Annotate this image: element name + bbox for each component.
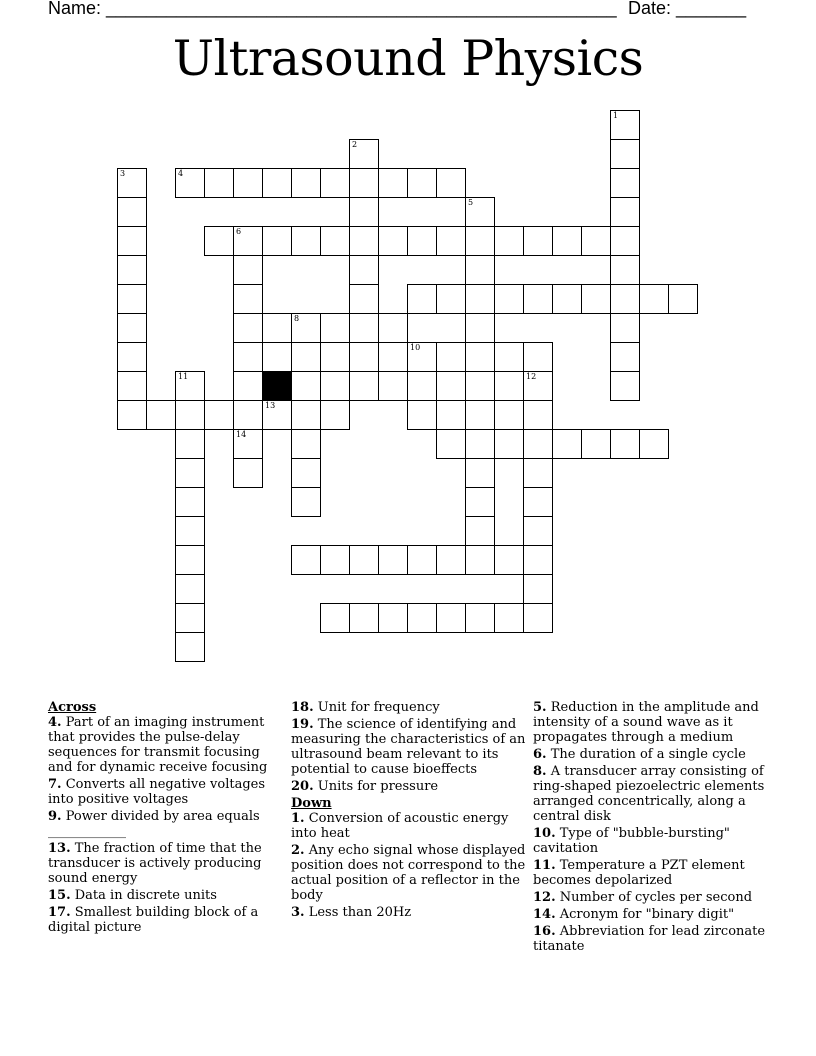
clue-text: The science of identifying and measuring the characteristics of an ultrasound beam relevant to its potential to cause bioeffects (291, 717, 526, 777)
clue-text: Unit for frequency (313, 700, 440, 715)
grid-cell[interactable] (175, 429, 205, 459)
clue-text: Acronym for "binary digit" (555, 907, 735, 922)
grid-cell[interactable] (349, 545, 379, 575)
grid-cell[interactable] (610, 139, 640, 169)
grid-cell[interactable] (233, 342, 263, 372)
clue-item (291, 811, 526, 841)
clue-item (48, 777, 283, 807)
grid-cell[interactable] (378, 313, 408, 343)
grid-cell[interactable] (436, 603, 466, 633)
grid-cell[interactable] (523, 574, 553, 604)
clue-text: Part of an imaging instrument that provides the pulse-delay sequences for transmit focusing and for dynamic receive focusing (48, 715, 268, 775)
grid-cell[interactable] (175, 458, 205, 488)
grid-cell[interactable] (465, 458, 495, 488)
grid-cell[interactable] (320, 226, 350, 256)
grid-cell[interactable] (175, 487, 205, 517)
grid-cell[interactable] (117, 255, 147, 285)
grid-cell[interactable] (291, 545, 321, 575)
grid-cell[interactable] (349, 139, 379, 169)
date-label: Date: (628, 0, 672, 18)
grid-cell[interactable] (465, 400, 495, 430)
page-title: Ultrasound Physics (172, 30, 644, 87)
grid-cell[interactable] (291, 226, 321, 256)
grid-cell[interactable] (320, 371, 350, 401)
grid-cell[interactable] (465, 516, 495, 546)
grid-cell[interactable] (175, 400, 205, 430)
grid-cell[interactable] (407, 168, 437, 198)
grid-cell[interactable] (378, 603, 408, 633)
grid-cell[interactable] (146, 400, 176, 430)
grid-cell[interactable] (117, 313, 147, 343)
grid-cell[interactable] (465, 313, 495, 343)
grid-cell[interactable] (175, 516, 205, 546)
grid-cell[interactable] (610, 342, 640, 372)
grid-cell[interactable] (581, 429, 611, 459)
grid-cell[interactable] (436, 400, 466, 430)
clue-text: Number of cycles per second (555, 890, 753, 905)
grid-cell[interactable] (465, 284, 495, 314)
grid-cell[interactable] (523, 458, 553, 488)
grid-cell[interactable] (639, 429, 669, 459)
clue-item (48, 888, 283, 903)
grid-cell[interactable] (320, 603, 350, 633)
grid-cell[interactable] (320, 168, 350, 198)
grid-cell[interactable] (436, 342, 466, 372)
name-label: Name: (48, 0, 102, 18)
grid-cell[interactable] (117, 371, 147, 401)
grid-cell[interactable] (465, 255, 495, 285)
grid-cell[interactable] (552, 226, 582, 256)
grid-cell[interactable] (494, 545, 524, 575)
grid-cell[interactable] (581, 284, 611, 314)
grid-cell[interactable] (494, 371, 524, 401)
clue-number-label: 6. (533, 747, 547, 762)
clue-item (48, 715, 283, 775)
clue-number-label: 2. (291, 843, 305, 858)
clue-item (291, 905, 526, 920)
clue-number: 6 (236, 227, 242, 236)
across-clue-list (48, 715, 283, 935)
grid-cell[interactable] (610, 313, 640, 343)
grid-cell[interactable] (610, 197, 640, 227)
grid-cell[interactable] (378, 226, 408, 256)
clue-number-label: 10. (533, 826, 556, 841)
grid-cell[interactable] (291, 168, 321, 198)
clue-number-label: 3. (291, 905, 305, 920)
grid-cell[interactable] (581, 226, 611, 256)
grid-cell[interactable] (117, 197, 147, 227)
clue-text: Converts all negative voltages into positive voltages (48, 777, 266, 807)
grid-cell[interactable] (436, 284, 466, 314)
clue-item (291, 779, 526, 794)
clue-number: 4 (178, 169, 184, 178)
date-blank[interactable]: _______ (676, 0, 747, 18)
grid-cell[interactable] (204, 226, 234, 256)
grid-cell[interactable] (291, 313, 321, 343)
across-clue-list-continued (291, 700, 526, 794)
grid-cell[interactable] (523, 284, 553, 314)
grid-cell[interactable] (668, 284, 698, 314)
grid-cell[interactable] (494, 429, 524, 459)
grid-cell[interactable] (494, 342, 524, 372)
grid-cell[interactable] (465, 487, 495, 517)
grid-cell[interactable] (407, 342, 437, 372)
clue-number: 5 (468, 198, 474, 207)
clue-item (533, 826, 771, 856)
clue-text: Any echo signal whose displayed position does not correspond to the actual position of a reflector in the body (291, 843, 526, 903)
clue-number-label: 1. (291, 811, 305, 826)
clue-number: 13 (265, 401, 276, 410)
clue-column-3 (533, 700, 771, 956)
grid-cell[interactable] (349, 284, 379, 314)
clue-text: Abbreviation for lead zirconate titanate (533, 924, 766, 954)
clue-item (533, 907, 771, 922)
clue-text: Smallest building block of a digital picture (48, 905, 259, 935)
grid-cell[interactable] (494, 603, 524, 633)
clue-item (48, 841, 283, 886)
grid-cell[interactable] (465, 197, 495, 227)
clue-number: 10 (410, 343, 421, 352)
clue-number-label: 4. (48, 715, 62, 730)
clue-text: Type of "bubble-bursting" cavitation (533, 826, 730, 856)
grid-cell[interactable] (436, 371, 466, 401)
grid-cell[interactable] (610, 226, 640, 256)
grid-cell[interactable] (436, 545, 466, 575)
grid-cell[interactable] (320, 342, 350, 372)
grid-cell[interactable] (291, 400, 321, 430)
clue-text: The duration of a single cycle (546, 747, 746, 762)
grid-cell[interactable] (465, 342, 495, 372)
grid-cell[interactable] (204, 168, 234, 198)
grid-cell[interactable] (494, 226, 524, 256)
grid-cell[interactable] (175, 603, 205, 633)
grid-cell[interactable] (407, 545, 437, 575)
grid-cell[interactable] (262, 168, 292, 198)
grid-cell[interactable] (407, 400, 437, 430)
clue-text: A transducer array consisting of ring-shaped piezoelectric elements arranged concentrically, along a central disk (533, 764, 765, 824)
grid-cell[interactable] (233, 429, 263, 459)
grid-cell[interactable] (291, 458, 321, 488)
clue-number: 14 (236, 430, 247, 439)
grid-cell[interactable] (320, 545, 350, 575)
down-clue-list-continued (533, 700, 771, 954)
clue-item (48, 905, 283, 935)
clue-number-label: 13. (48, 841, 71, 856)
grid-cell[interactable] (291, 429, 321, 459)
clue-number-label: 15. (48, 888, 71, 903)
clue-number-label: 20. (291, 779, 314, 794)
clue-number-label: 11. (533, 858, 556, 873)
grid-cell[interactable] (291, 487, 321, 517)
grid-cell[interactable] (320, 313, 350, 343)
clue-item (533, 890, 771, 905)
clue-column-2 (291, 700, 526, 922)
grid-cell[interactable] (349, 371, 379, 401)
grid-cell[interactable] (378, 168, 408, 198)
down-heading: Down (291, 796, 332, 811)
grid-cell[interactable] (465, 545, 495, 575)
down-clue-list (291, 811, 526, 920)
grid-cell[interactable] (233, 313, 263, 343)
clue-number-label: 5. (533, 700, 547, 715)
grid-cell[interactable] (233, 371, 263, 401)
clue-text: Temperature a PZT element becomes depolarized (533, 858, 745, 888)
grid-cell[interactable] (175, 168, 205, 198)
grid-cell[interactable] (407, 226, 437, 256)
grid-cell[interactable] (407, 371, 437, 401)
clue-number-label: 14. (533, 907, 556, 922)
grid-cell[interactable] (233, 255, 263, 285)
grid-cell[interactable] (523, 487, 553, 517)
grid-cell[interactable] (262, 400, 292, 430)
grid-cell[interactable] (639, 284, 669, 314)
grid-cell[interactable] (465, 371, 495, 401)
grid-cell[interactable] (349, 168, 379, 198)
clue-text: Less than 20Hz (304, 905, 412, 920)
clue-item (291, 700, 526, 715)
clue-number-label: 9. (48, 809, 62, 824)
grid-cell[interactable] (378, 342, 408, 372)
clue-item (291, 843, 526, 903)
grid-cell[interactable] (436, 226, 466, 256)
clue-item (48, 809, 283, 839)
grid-cell[interactable] (523, 226, 553, 256)
grid-cell[interactable] (117, 168, 147, 198)
clue-item (533, 924, 771, 954)
grid-cell[interactable] (262, 313, 292, 343)
grid-cell[interactable] (610, 110, 640, 140)
clue-number-label: 16. (533, 924, 556, 939)
grid-cell[interactable] (291, 342, 321, 372)
clue-text: Power divided by area equals ____________ (48, 809, 260, 839)
clue-number: 11 (178, 372, 189, 381)
grid-cell[interactable] (175, 574, 205, 604)
grid-cell[interactable] (175, 371, 205, 401)
grid-cell[interactable] (349, 255, 379, 285)
clue-number: 8 (294, 314, 300, 323)
grid-cell[interactable] (291, 371, 321, 401)
grid-cell[interactable] (117, 342, 147, 372)
grid-cell[interactable] (349, 226, 379, 256)
grid-block (262, 371, 292, 401)
grid-cell[interactable] (407, 284, 437, 314)
clue-number: 12 (526, 372, 537, 381)
grid-cell[interactable] (523, 603, 553, 633)
grid-cell[interactable] (610, 255, 640, 285)
grid-cell[interactable] (523, 516, 553, 546)
grid-cell[interactable] (610, 284, 640, 314)
clue-number-label: 12. (533, 890, 556, 905)
clue-number-label: 8. (533, 764, 547, 779)
grid-cell[interactable] (117, 226, 147, 256)
across-heading: Across (48, 700, 97, 715)
grid-cell[interactable] (175, 632, 205, 662)
clue-text: Units for pressure (313, 779, 439, 794)
grid-cell[interactable] (523, 429, 553, 459)
grid-cell[interactable] (465, 429, 495, 459)
clue-text: The fraction of time that the transducer is actively producing sound energy (48, 841, 262, 886)
name-blank[interactable]: ___________________________________________________ (106, 0, 617, 18)
grid-cell[interactable] (117, 400, 147, 430)
grid-cell[interactable] (523, 545, 553, 575)
grid-cell[interactable] (175, 545, 205, 575)
clue-number-label: 17. (48, 905, 71, 920)
grid-cell[interactable] (494, 284, 524, 314)
clue-number-label: 19. (291, 717, 314, 732)
clue-column-1 (48, 700, 283, 937)
clue-text: Conversion of acoustic energy into heat (291, 811, 509, 841)
grid-cell[interactable] (407, 603, 437, 633)
grid-cell[interactable] (610, 429, 640, 459)
clue-text: Data in discrete units (70, 888, 217, 903)
clue-item (533, 747, 771, 762)
grid-cell[interactable] (378, 545, 408, 575)
clue-number-label: 7. (48, 777, 62, 792)
grid-cell[interactable] (349, 313, 379, 343)
grid-cell[interactable] (465, 226, 495, 256)
grid-cell[interactable] (320, 400, 350, 430)
grid-cell[interactable] (233, 458, 263, 488)
grid-cell[interactable] (233, 284, 263, 314)
grid-cell[interactable] (233, 168, 263, 198)
grid-cell[interactable] (349, 603, 379, 633)
grid-cell[interactable] (494, 400, 524, 430)
grid-cell[interactable] (523, 371, 553, 401)
clue-item (533, 764, 771, 824)
grid-cell[interactable] (378, 371, 408, 401)
grid-cell[interactable] (552, 284, 582, 314)
grid-cell[interactable] (349, 342, 379, 372)
grid-cell[interactable] (610, 168, 640, 198)
clue-number: 2 (352, 140, 358, 149)
clue-number: 3 (120, 169, 126, 178)
clue-item (533, 700, 771, 745)
grid-cell[interactable] (204, 400, 234, 430)
grid-cell[interactable] (552, 429, 582, 459)
clue-item (533, 858, 771, 888)
clue-number: 1 (613, 111, 619, 120)
clue-item (291, 717, 526, 777)
grid-cell[interactable] (349, 197, 379, 227)
clue-text: Reduction in the amplitude and intensity of a sound wave as it propagates through a medium (533, 700, 759, 745)
grid-cell[interactable] (117, 284, 147, 314)
grid-cell[interactable] (465, 603, 495, 633)
clue-number-label: 18. (291, 700, 314, 715)
grid-cell[interactable] (523, 400, 553, 430)
grid-cell[interactable] (610, 371, 640, 401)
grid-cell[interactable] (233, 226, 263, 256)
grid-cell[interactable] (262, 226, 292, 256)
grid-cell[interactable] (436, 168, 466, 198)
grid-cell[interactable] (523, 342, 553, 372)
grid-cell[interactable] (436, 429, 466, 459)
grid-cell[interactable] (233, 400, 263, 430)
